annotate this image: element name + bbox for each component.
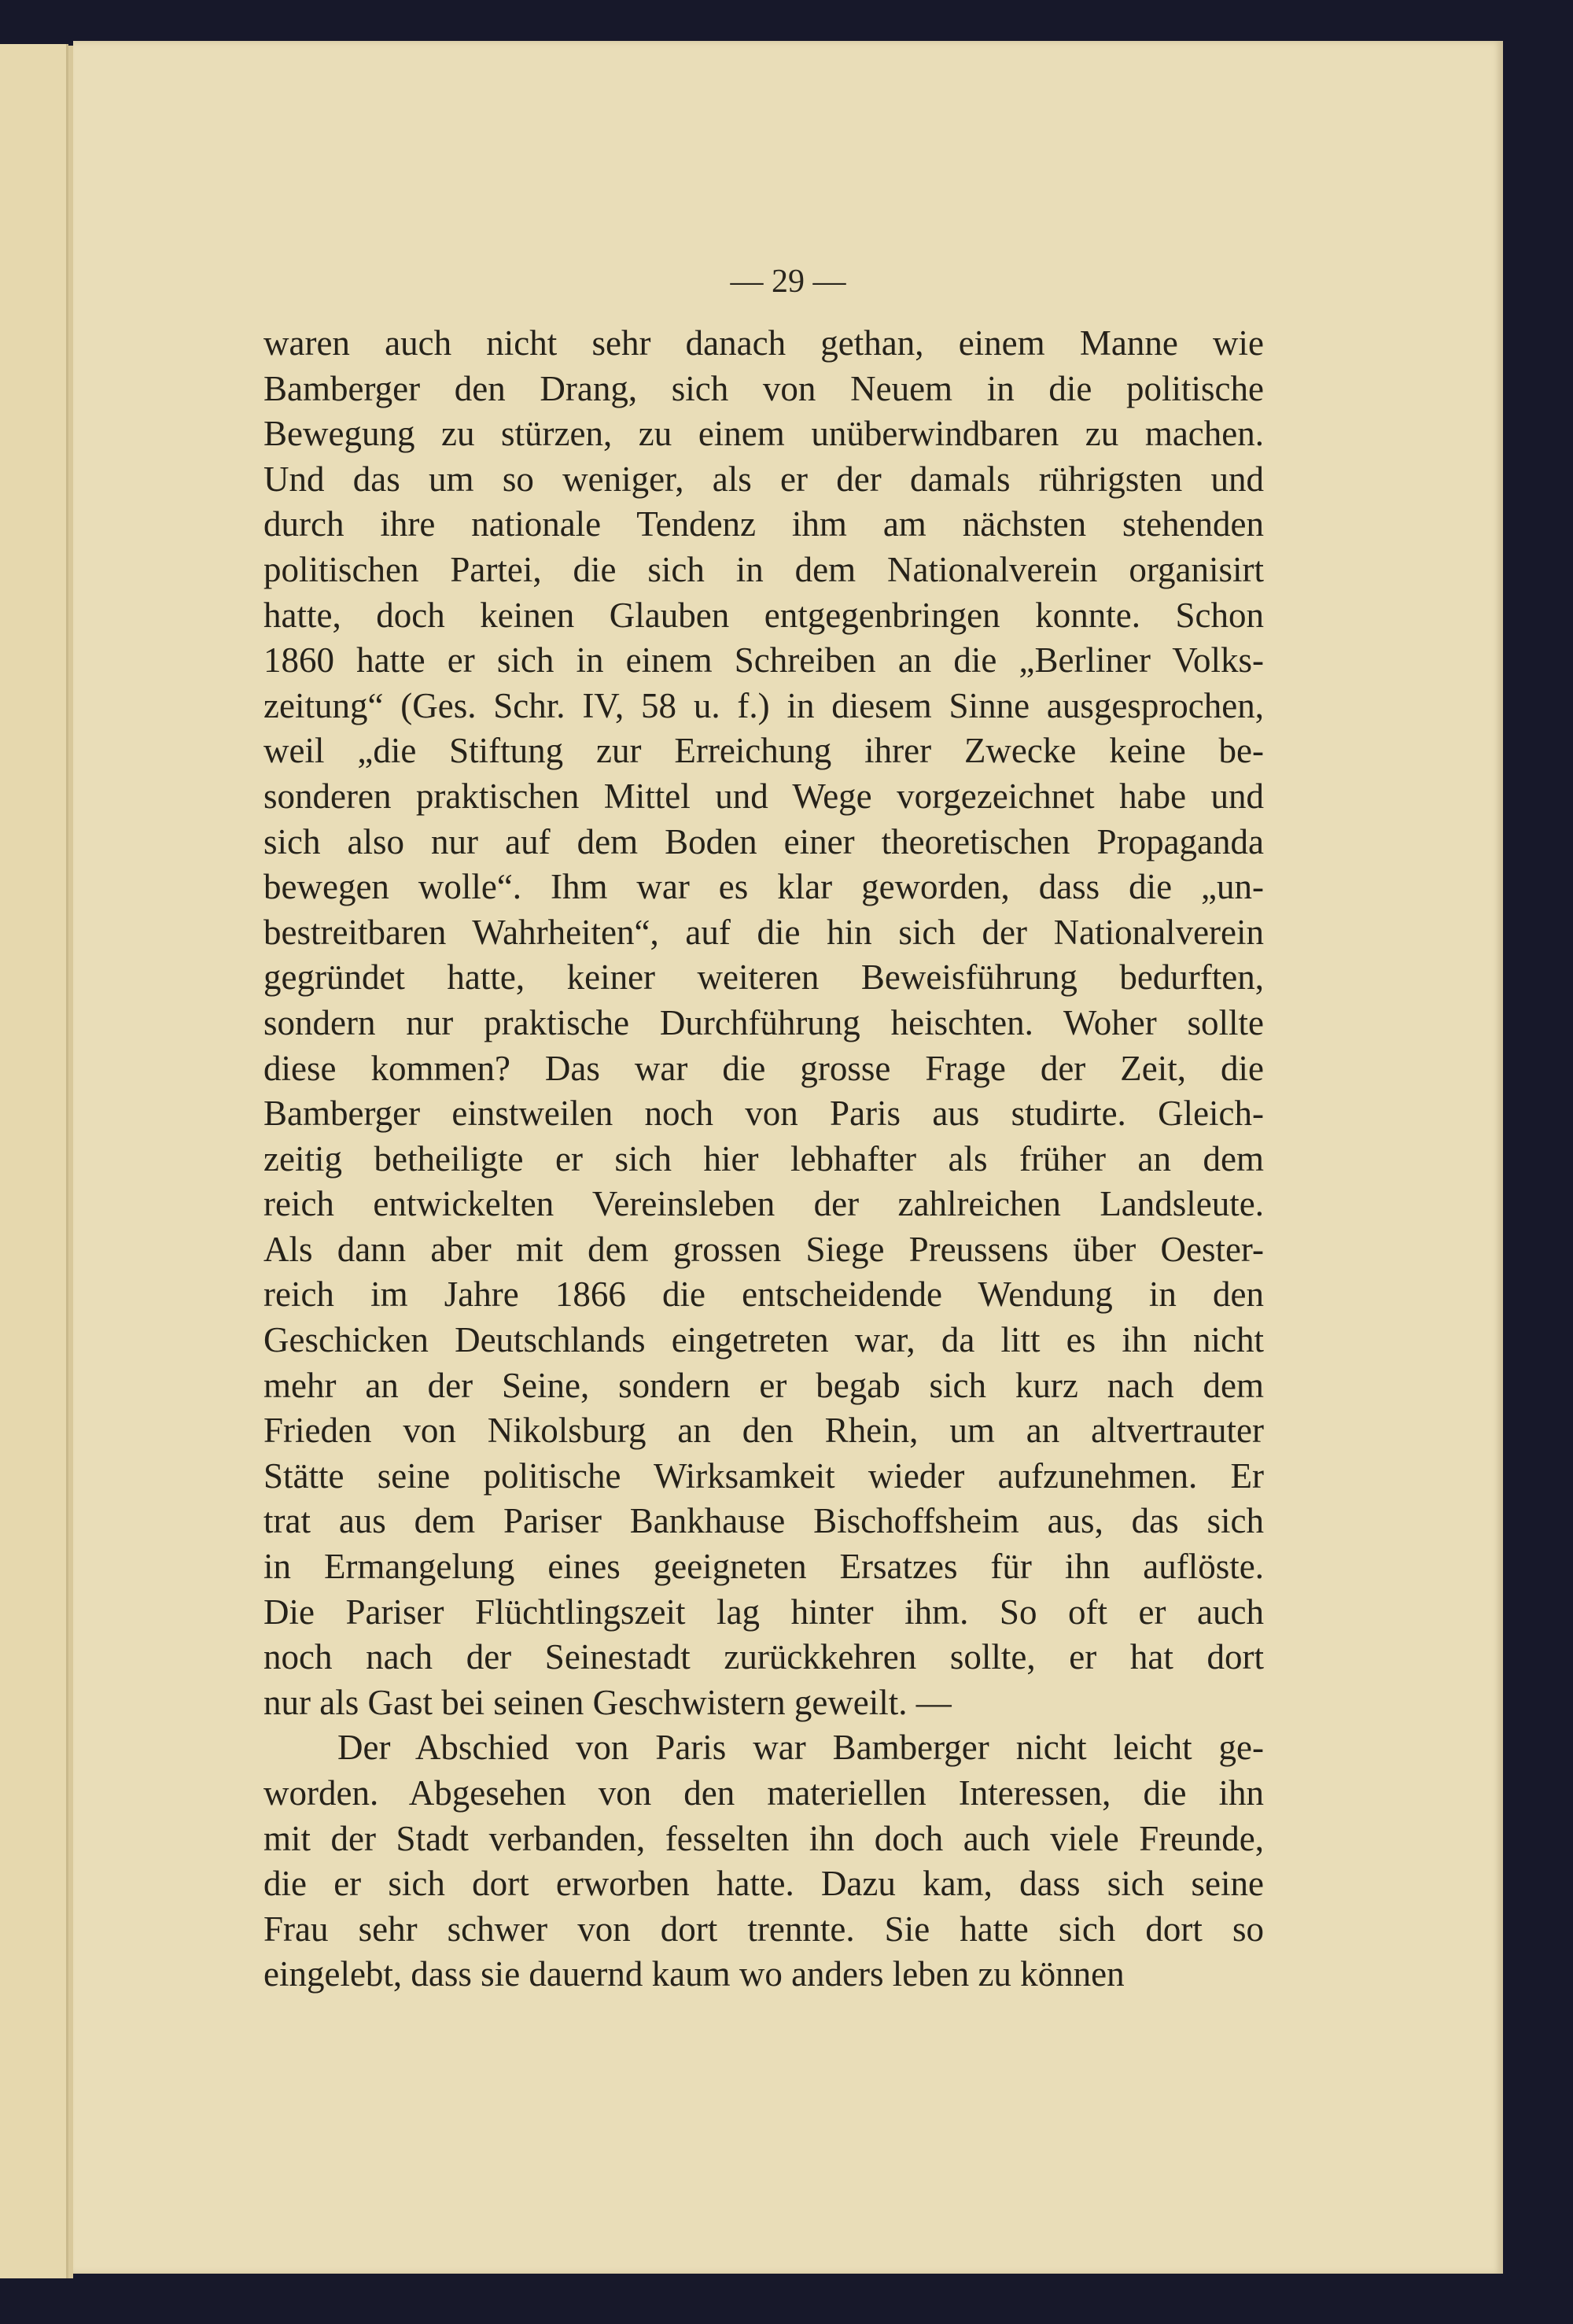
text-line: Stätte seine politische Wirksamkeit wieder aufzunehmen. Er bbox=[263, 1455, 1264, 1496]
text-line: Der Abschied von Paris war Bamberger nicht leicht ge- bbox=[337, 1728, 1264, 1768]
text-line: mehr an der Seine, sondern er begab sich kurz nach dem bbox=[263, 1365, 1264, 1405]
text-line: Frieden von Nikolsburg an den Rhein, um an altvertrauter bbox=[263, 1411, 1264, 1451]
text-line: sondern nur praktische Durchführung heischten. Woher sollte bbox=[263, 1002, 1264, 1042]
text-line: gegründet hatte, keiner weiteren Beweisführung bedurften, bbox=[263, 957, 1264, 998]
text-line: trat aus dem Pariser Bankhause Bischoffsheim aus, das sich bbox=[263, 1501, 1264, 1541]
text-line: sonderen praktischen Mittel und Wege vorgezeichnet habe und bbox=[263, 776, 1264, 816]
text-line: durch ihre nationale Tendenz ihm am nächsten stehenden bbox=[263, 504, 1264, 544]
text-line: zeitung“ (Ges. Schr. IV, 58 u. f.) in diesem Sinne ausgesprochen, bbox=[263, 685, 1264, 725]
text-line: Bewegung zu stürzen, zu einem unüberwindbaren zu machen. bbox=[263, 414, 1264, 454]
text-line: Geschicken Deutschlands eingetreten war, da litt es ihn nicht bbox=[263, 1320, 1264, 1360]
text-line: Frau sehr schwer von dort trennte. Sie hatte sich dort so bbox=[263, 1909, 1264, 1949]
text-line: zeitig betheiligte er sich hier lebhafter als früher an dem bbox=[263, 1138, 1264, 1179]
text-line: diese kommen? Das war die grosse Frage der Zeit, die bbox=[263, 1048, 1264, 1088]
text-line: hatte, doch keinen Glauben entgegenbringen konnte. Schon bbox=[263, 595, 1264, 635]
text-line: politischen Partei, die sich in dem Nationalverein organisirt bbox=[263, 549, 1264, 589]
text-line: nur als Gast bei seinen Geschwistern geweilt. — bbox=[263, 1682, 952, 1722]
text-line: waren auch nicht sehr danach gethan, einem Manne wie bbox=[263, 323, 1264, 363]
page-number: — 29 — bbox=[730, 264, 846, 300]
text-line: Die Pariser Flüchtlingszeit lag hinter ihm. So oft er auch bbox=[263, 1592, 1264, 1632]
text-line: worden. Abgesehen von den materiellen Interessen, die ihn bbox=[263, 1773, 1264, 1813]
text-line: reich im Jahre 1866 die entscheidende Wendung in den bbox=[263, 1275, 1264, 1315]
text-line: Bamberger einstweilen noch von Paris aus studirte. Gleich- bbox=[263, 1094, 1264, 1134]
text-line: weil „die Stiftung zur Erreichung ihrer Zwecke keine be- bbox=[263, 731, 1264, 771]
text-line: bestreitbaren Wahrheiten“, auf die hin sich der Nationalverein bbox=[263, 912, 1264, 952]
text-line: Bamberger den Drang, sich von Neuem in die politische bbox=[263, 368, 1264, 408]
text-line: reich entwickelten Vereinsleben der zahlreichen Landsleute. bbox=[263, 1184, 1264, 1224]
text-line: in Ermangelung eines geeigneten Ersatzes für ihn auflöste. bbox=[263, 1547, 1264, 1587]
facing-page-edge bbox=[0, 44, 68, 2278]
text-line: Als dann aber mit dem grossen Siege Preussens über Oester- bbox=[263, 1229, 1264, 1269]
body-text bbox=[263, 321, 1264, 1998]
text-line: eingelebt, dass sie dauernd kaum wo anders leben zu können bbox=[263, 1954, 1125, 1994]
text-line: mit der Stadt verbanden, fesselten ihn doch auch viele Freunde, bbox=[263, 1818, 1264, 1858]
text-line: sich also nur auf dem Boden einer theoretischen Propaganda bbox=[263, 821, 1264, 861]
text-line: 1860 hatte er sich in einem Schreiben an die „Berliner Volks- bbox=[263, 640, 1264, 681]
book-page bbox=[73, 41, 1503, 2274]
text-line: bewegen wolle“. Ihm war es klar geworden, dass die „un- bbox=[263, 867, 1264, 907]
text-line: die er sich dort erworben hatte. Dazu kam, dass sich seine bbox=[263, 1864, 1264, 1904]
text-line: noch nach der Seinestadt zurückkehren sollte, er hat dort bbox=[263, 1637, 1264, 1677]
text-line: Und das um so weniger, als er der damals rührigsten und bbox=[263, 459, 1264, 499]
